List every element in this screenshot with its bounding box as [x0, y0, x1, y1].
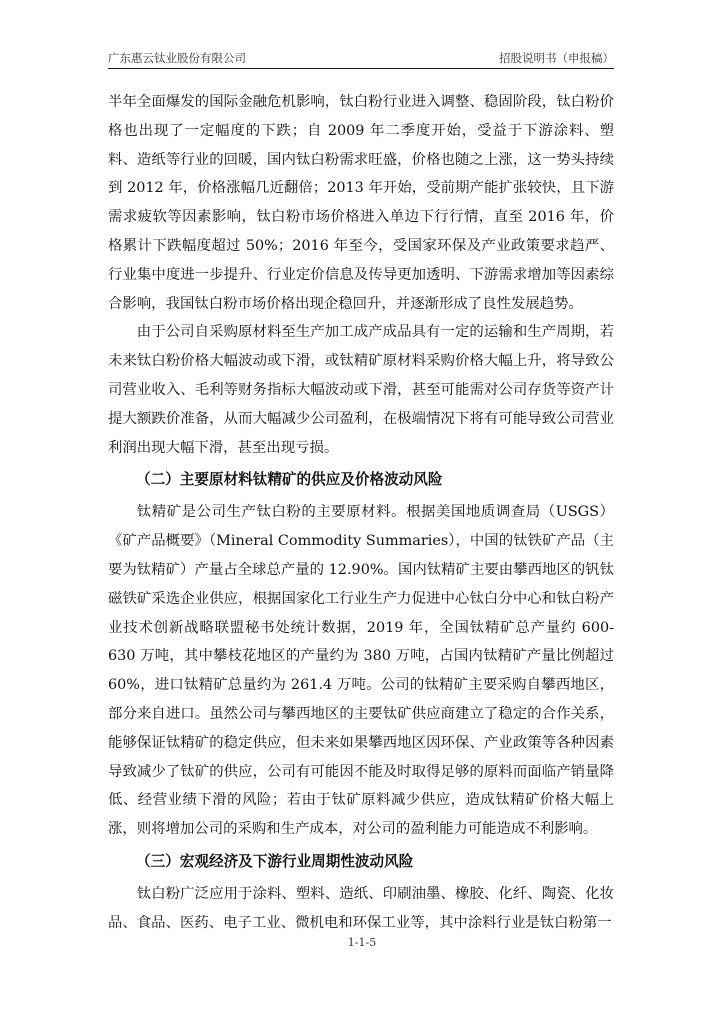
paragraph-titanium-concentrate-supply: 钛精矿是公司生产钛白粉的主要原材料。根据美国地质调查局（USGS）《矿产品概要》（Mineral Commodity Summaries），中国的钛铁矿产品（主要为钛精矿）产量占全球总产量的 12.90%。国内钛精矿主要由攀西地区的钒钛磁铁矿采选企业供应，根据国家化工行业生产力促进中心钛白分中心和钛白粉产业技术创新战略联盟秘书处统计数据，2019 年，全国钛精矿总产量约 600-630 万吨，其中攀枝花地区的产量约为 380 万吨，占国内钛精矿产量比例超过 60%，进口钛精矿总量约为 261.4 万吨。公司的钛精矿主要采购自攀西地区，部分来自进口。虽然公司与攀西地区的主要钛矿供应商建立了稳定的合作关系，能够保证钛精矿的稳定供应，但未来如果攀西地区因环保、产业政策等各种因素导致减少了钛矿的供应，公司有可能因不能及时取得足够的原料而面临产销量降低、经营业绩下滑的风险；若由于钛矿原料减少供应，造成钛精矿价格大幅上涨，则将增加公司的采购和生产成本，对公司的盈利能力可能造成不利影响。: [108, 504, 614, 838]
header-divider: [108, 68, 614, 69]
header-company-name: 广东惠云钛业股份有限公司: [108, 51, 246, 65]
page-number: 1-1-5: [347, 936, 377, 949]
section-heading-raw-material-risk: （二）主要原材料钛精矿的供应及价格波动风险: [136, 471, 443, 489]
section-heading-macro-cycle-risk: （三）宏观经济及下游行业周期性波动风险: [136, 852, 414, 870]
document-body: [108, 88, 614, 938]
paragraph-price-volatility-impact: 由于公司自采购原材料至生产加工成产成品具有一定的运输和生产周期，若未来钛白粉价格大幅波动或下滑，或钛精矿原材料采购价格大幅上升，将导致公司营业收入、毛利等财务指标大幅波动或下滑，甚至可能需对公司存货等资产计提大额跌价准备，从而大幅减少公司盈利，在极端情况下将有可能导致公司营业利润出现大幅下滑，甚至出现亏损。: [108, 324, 614, 456]
page-header: [108, 50, 614, 68]
paragraph-titanium-price-history: 半年全面爆发的国际金融危机影响，钛白粉行业进入调整、稳固阶段，钛白粉价格也出现了一定幅度的下跌；自 2009 年二季度开始，受益于下游涂料、塑料、造纸等行业的回暖，国内钛白粉需求旺盛，价格也随之上涨，这一势头持续到 2012 年，价格涨幅几近翻倍；2013 年开始，受前期产能扩张较快，且下游需求疲软等因素影响，钛白粉市场价格进入单边下行行情，直至 2016 年，价格累计下跌幅度超过 50%；2016 年至今，受国家环保及产业政策要求趋严、行业集中度进一步提升、行业定价信息及传导更加透明、下游需求增加等因素综合影响，我国钛白粉市场价格出现企稳回升，并逐渐形成了良性发展趋势。: [108, 94, 614, 312]
paragraph-titanium-applications: 钛白粉广泛应用于涂料、塑料、造纸、印刷油墨、橡胶、化纤、陶瓷、化妆品、食品、医药、电子工业、微机电和环保工业等，其中涂料行业是钛白粉第一: [108, 885, 614, 931]
header-document-type: 招股说明书（申报稿）: [499, 51, 614, 65]
